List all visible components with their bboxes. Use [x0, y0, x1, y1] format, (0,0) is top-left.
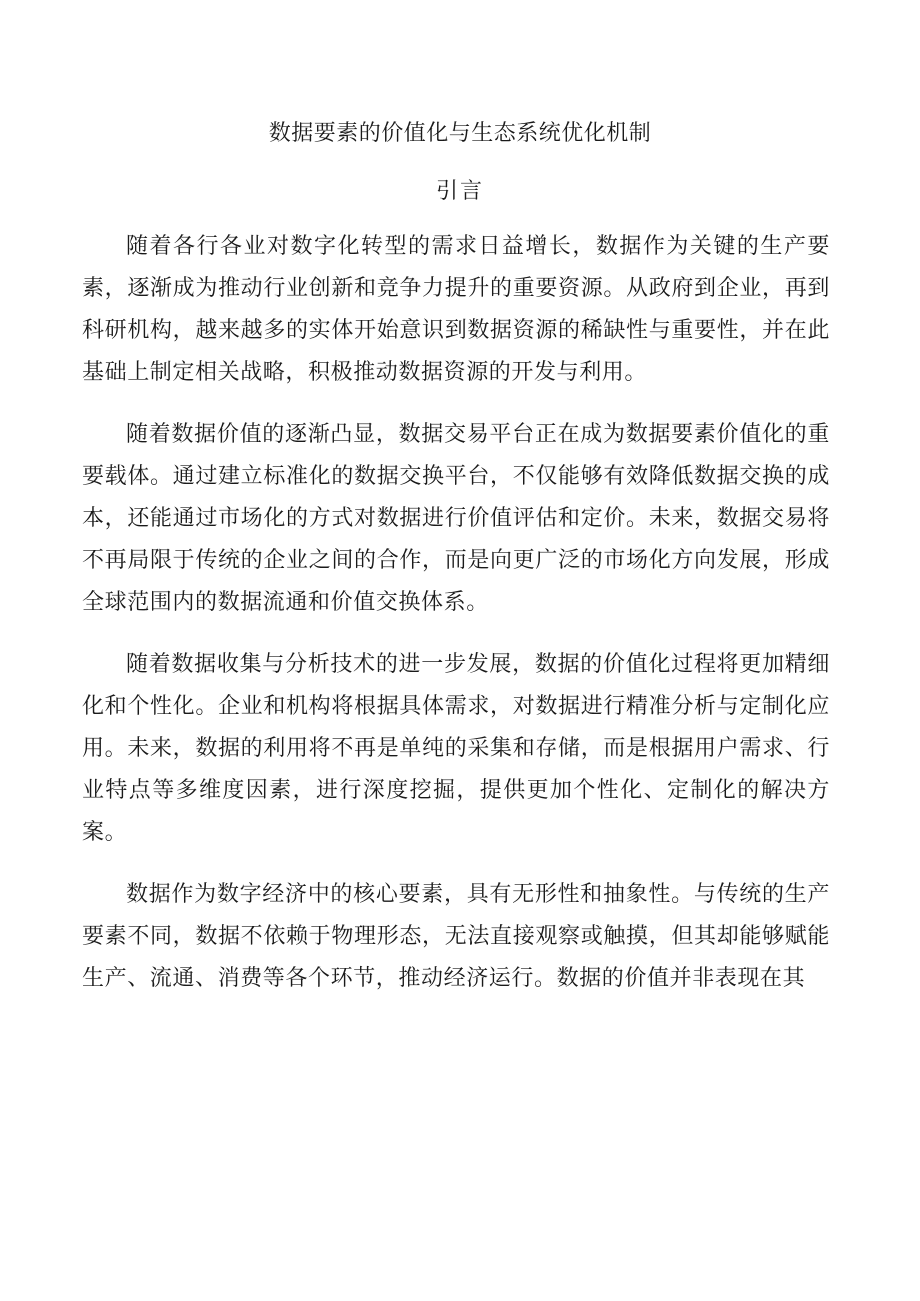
paragraph-4: 数据作为数字经济中的核心要素，具有无形性和抽象性。与传统的生产要素不同，数据不依赖于物理形态，无法直接观察或触摸，但其却能够赋能生产、流通、消费等各个环节，推动经济运行。数据的价值并非表现在其 [82, 882, 830, 991]
paragraph-1: 随着各行各业对数字化转型的需求日益增长，数据作为关键的生产要素，逐渐成为推动行业创新和竞争力提升的重要资源。从政府到企业，再到科研机构，越来越多的实体开始意识到数据资源的稀缺性与重要性，并在此基础上制定相关战略，积极推动数据资源的开发与利用。 [82, 234, 830, 385]
document-body [82, 226, 830, 1020]
paragraph-2: 随着数据价值的逐渐凸显，数据交易平台正在成为数据要素价值化的重要载体。通过建立标准化的数据交换平台，不仅能够有效降低数据交换的成本，还能通过市场化的方式对数据进行价值评估和定价。未来，数据交易将不再局限于传统的企业之间的合作，而是向更广泛的市场化方向发展，形成全球范围内的数据流通和价值交换体系。 [82, 422, 830, 615]
section-heading-introduction: 引言 [435, 179, 484, 204]
document-title: 数据要素的价值化与生态系统优化机制 [268, 121, 652, 146]
paragraph-3: 随着数据收集与分析技术的进一步发展，数据的价值化过程将更加精细化和个性化。企业和机构将根据具体需求，对数据进行精准分析与定制化应用。未来，数据的利用将不再是单纯的采集和存储，而是根据用户需求、行业特点等多维度因素，进行深度挖掘，提供更加个性化、定制化的解决方案。 [82, 652, 830, 845]
